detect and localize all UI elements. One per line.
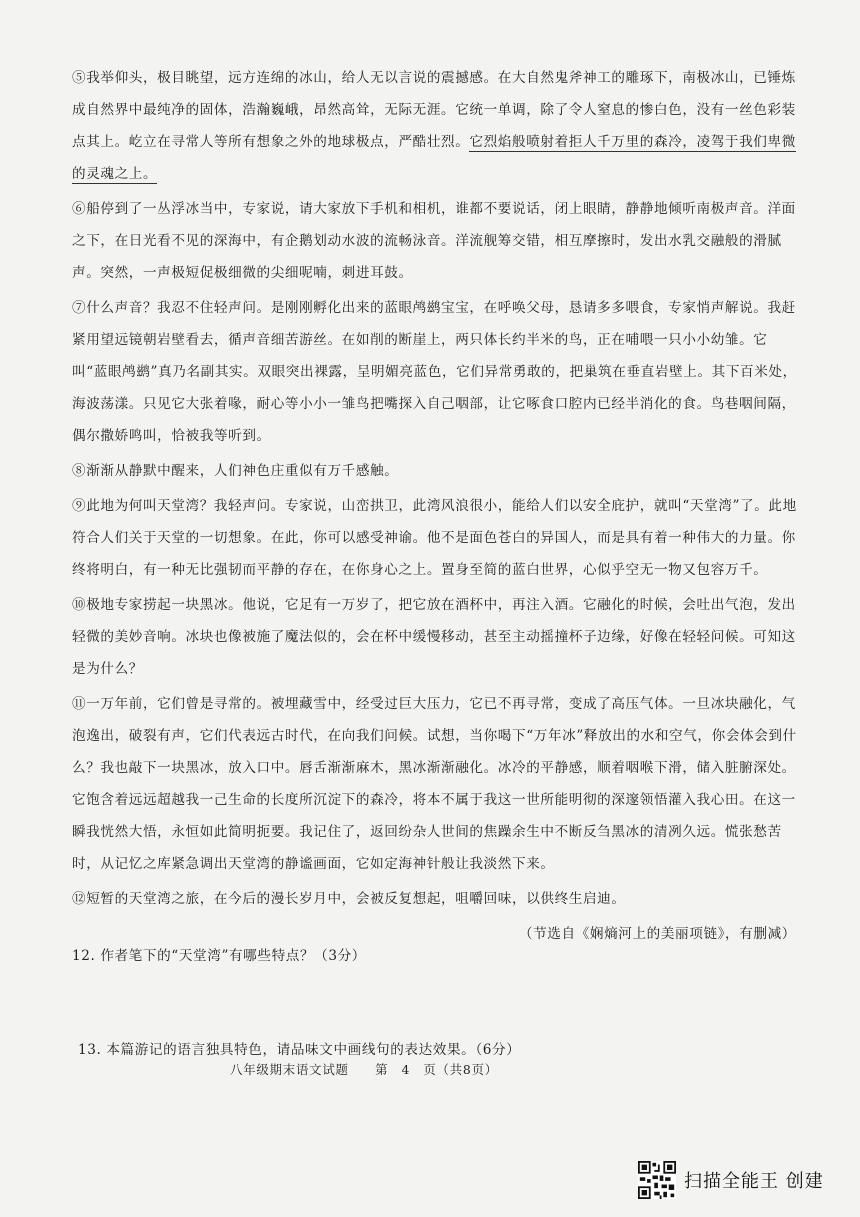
qr-code-icon — [638, 1161, 676, 1199]
question-13: 13. 本篇游记的语言独具特色，请品味文中画线句的表达效果。（6分） — [78, 1042, 521, 1058]
paragraph-8: ⑧渐渐从静默中醒来，人们神色庄重似有万千感触。 — [72, 463, 399, 479]
paragraph-9: ⑨此地为何叫天堂湾？我轻声问。专家说，山峦拱卫，此湾风浪很小，能给人们以安全庇护，就叫“天堂湾”了。此地符合人们关于天堂的一切想象。在此，你可以感受神谕。他不是面色苍白的异国人，而是具有着一种伟大的力量。你终将明白，有一种无比强韧而平静的存在，在你身心之上。置身至简的蓝白世界，心似乎空无一物又包容万千。 — [72, 498, 797, 578]
article-body — [72, 62, 802, 950]
source-citation: （节选自《娴熵河上的美丽项链》，有删减） — [518, 926, 796, 942]
paragraph-5-text: ⑤我举仰头，极目眺望，远方连绵的冰山，给人无以言说的震撼感。在大自然鬼斧神工的雕琢下，南极冰山，已锤炼成自然界中最纯净的固体，浩瀚巍峨，昂然高耸，无际无涯。它统一单调，除了令人窒息的惨白色，没有一丝色彩装点其上。屹立在寻常人等所有想象之外的地球极点，严酷壮烈。 — [72, 70, 796, 150]
scanner-brand-label: 扫描全能王 创建 — [684, 1171, 824, 1192]
page-footer: 八年级期末语文试题 第 4 页（共8页） — [230, 1062, 498, 1077]
underlined-sentence: 它烈焰般喷射着拒人千万里的森冷，凌驾于我们卑微的灵魂之上。 — [72, 134, 796, 182]
paragraph-10: ⑩极地专家捞起一块黑冰。他说，它足有一万岁了，把它放在酒杯中，再注入酒。它融化的时候，会吐出气泡，发出轻微的美妙音响。冰块也像被施了魔法似的，会在杯中缓慢移动，甚至主动摇撞杯子边缘，好像在轻轻问候。可知这是为什么？ — [72, 597, 796, 677]
scan-badge — [638, 1160, 824, 1200]
paragraph-7: ⑦什么声音？我忍不住轻声问。是刚刚孵化出来的蓝眼鸬鹚宝宝，在呼唤父母，恳请多多喂食，专家悄声解说。我赶紧用望远镜朝岩壁看去，循声音细苦游丝。在如削的断崖上，两只体长约半米的鸟，正在哺喂一只小小幼雏。它叫“蓝眼鸬鹚”真乃名副其实。双眼突出裸露，呈明媚亮蓝色，它们异常勇敢的，把巢筑在垂直岩壁上。其下百米处，海波荡漾。只见它大张着喙，耐心等小小一雏鸟把嘴探入自己咽部，让它啄食口腔内已经半消化的食。鸟巷咽间隔，偶尔撒娇鸣叫，恰被我等听到。 — [72, 300, 797, 444]
paragraph-11: ⑪一万年前，它们曾是寻常的。被埋藏雪中，经受过巨大压力，它已不再寻常，变成了高压气体。一旦冰块融化，气泡逸出，破裂有声，它们代表远古时代，在向我们问候。试想，当你喝下“万年冰”释放出的水和空气，你会体会到什么？我也敲下一块黑冰，放入口中。唇舌渐渐麻木，黑冰渐渐融化。冰冷的平静感，顺着咽喉下滑，储入脏腑深处。它饱含着远远超越我一己生命的长度所沉淀下的森冷，将本不属于我这一世所能明彻的深邃领悟灌入我心田。在这一瞬我恍然大悟，永恒如此简明扼要。我记住了，返回纷杂人世间的焦躁余生中不断反刍黑冰的清冽久远。慌张愁苦时，从记忆之库紧急调出天堂湾的静谧画面，它如定海神针般让我淡然下来。 — [72, 696, 797, 872]
paragraph-12: ⑫短暂的天堂湾之旅，在今后的漫长岁月中，会被反复想起，咀嚼回味，以供终生启迪。 — [72, 891, 626, 907]
paragraph-6: ⑥船停到了一丛浮冰当中，专家说，请大家放下手机和相机，谁都不要说话，闭上眼睛，静静地倾听南极声音。洋面之下，在日光看不见的深海中，有企鹅划动水波的流畅泳音。洋流舰筹交错，相互摩擦时，发出水乳交融般的滑腻声。突然，一声极短促极细微的尖细呢喃，刺进耳鼓。 — [72, 201, 796, 281]
question-12: 12. 作者笔下的“天堂湾”有哪些特点？（3分） — [72, 948, 366, 964]
paragraph-5 — [72, 62, 802, 190]
